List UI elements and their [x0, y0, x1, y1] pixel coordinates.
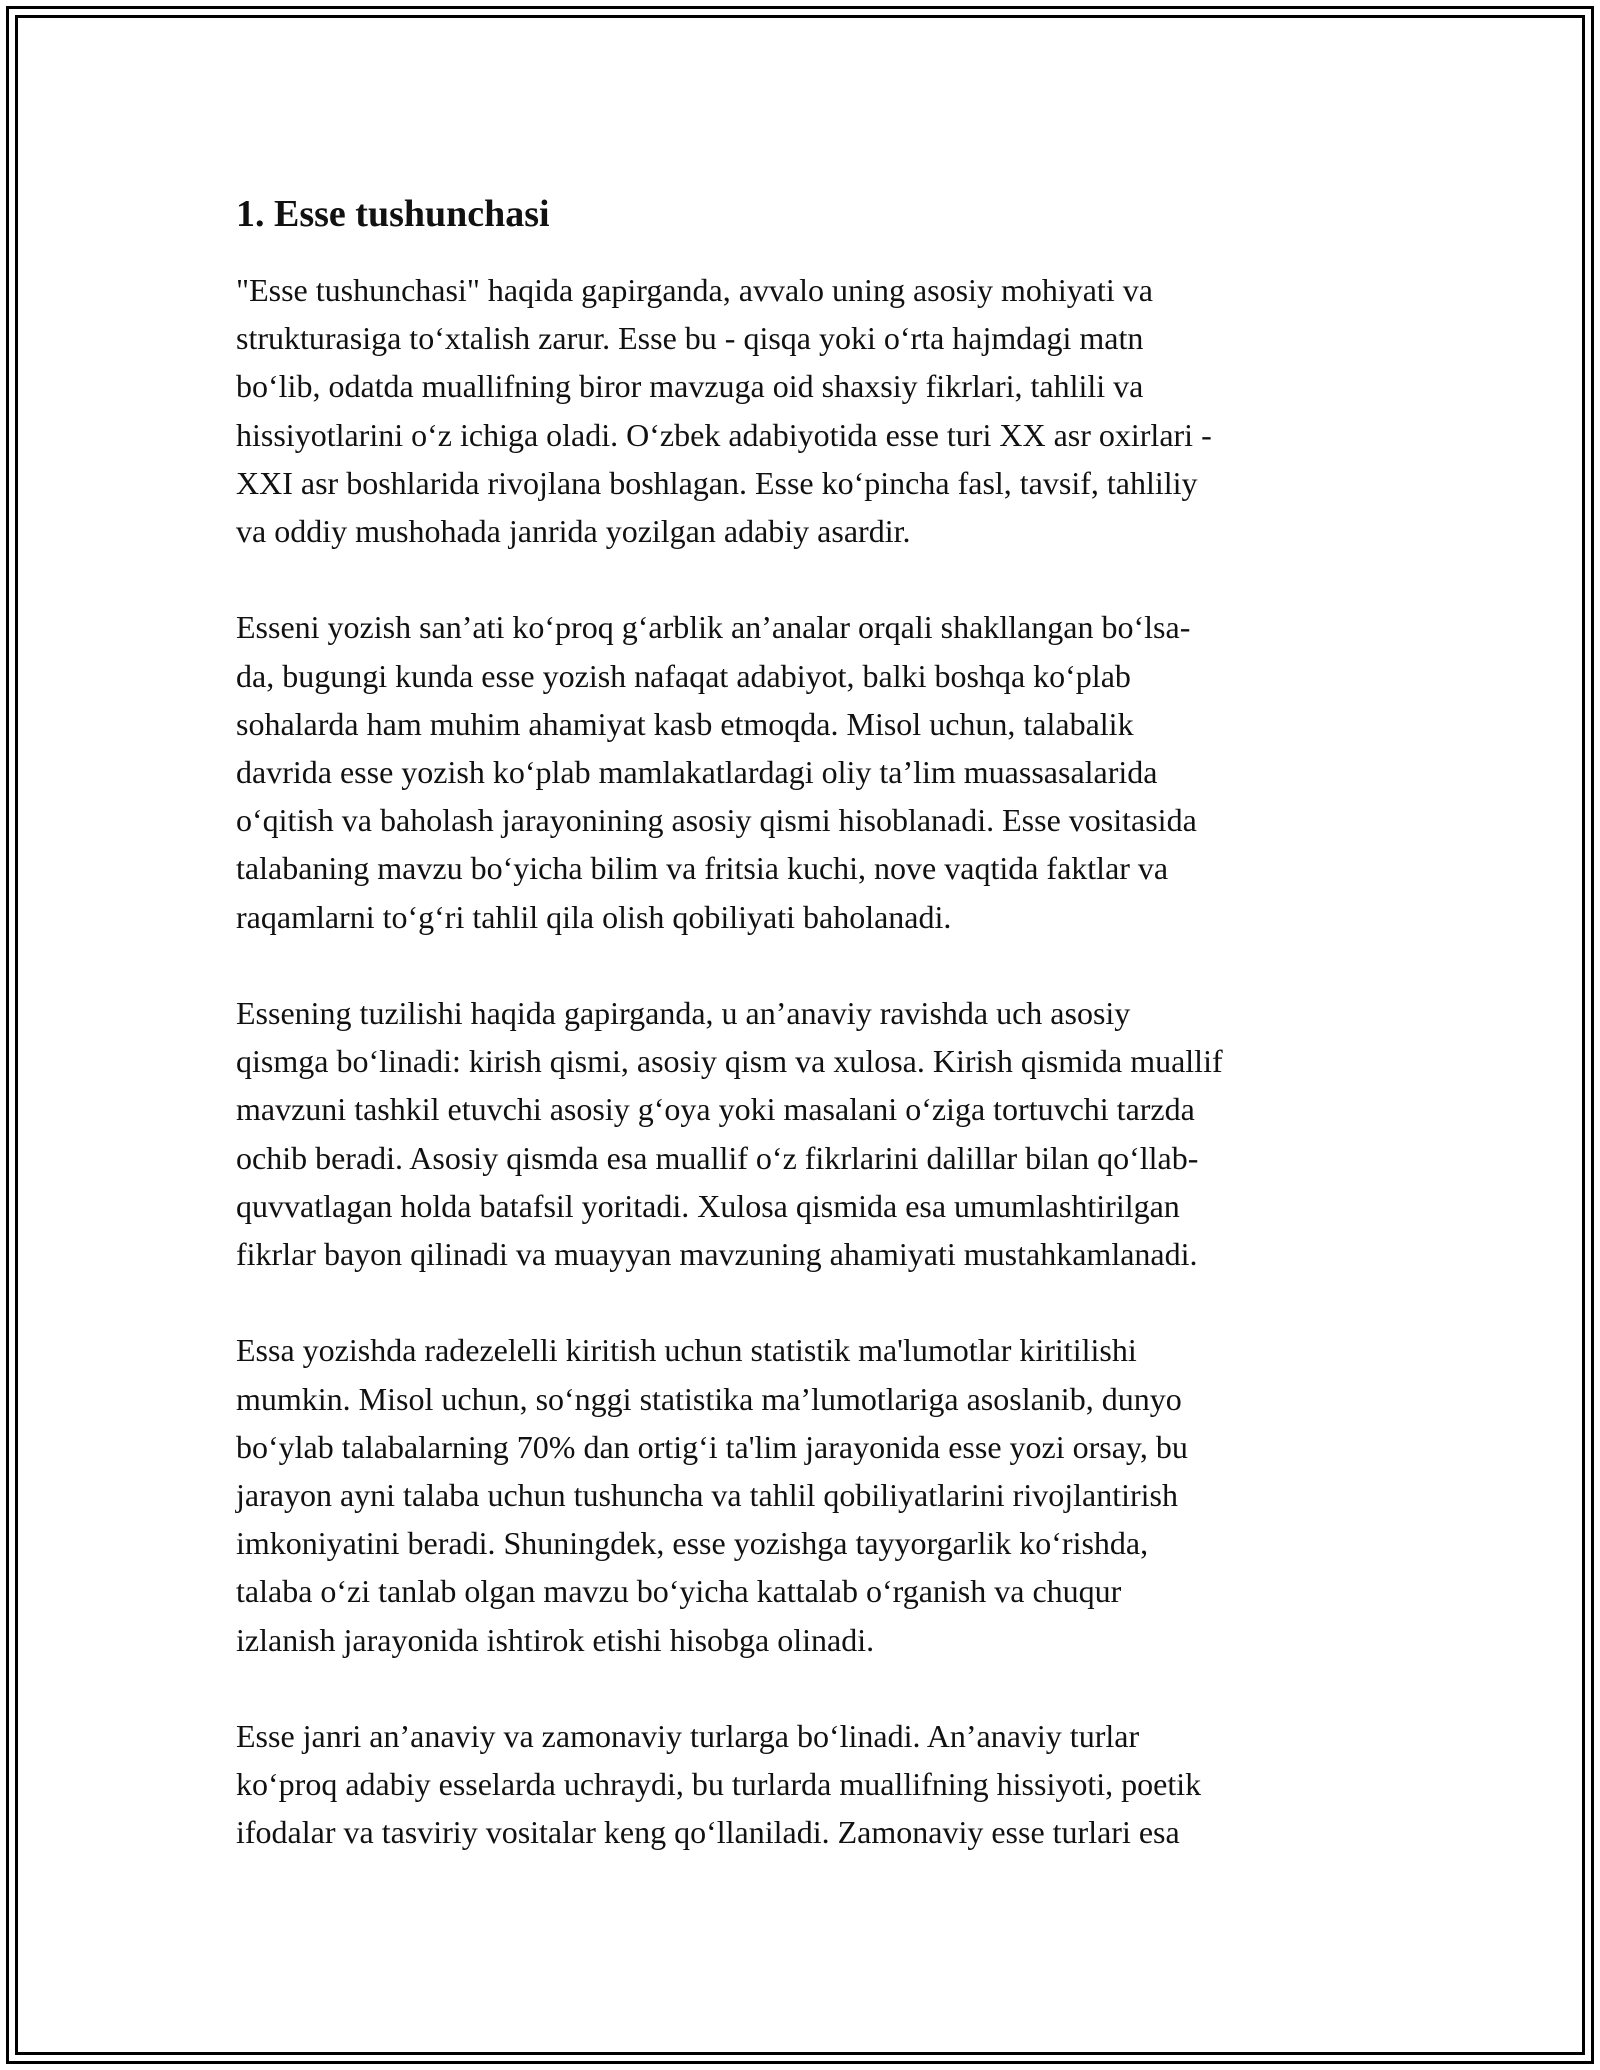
- paragraph-2: Esseni yozish san’ati ko‘proq g‘arblik an’analar orqali shakllangan bo‘lsa- da, bugungi kunda esse yozish nafaqat adabiyot, balki boshqa ko‘plab sohalarda ham muhim ahamiyat kasb etmoqda. Misol uchun, talabalik davrida esse yozish ko‘plab mamlakatlardagi oliy ta’lim muassasalarida o‘qitish va baholash jarayonining asosiy qismi hisoblanadi. Esse vositasida talabaning mavzu bo‘yicha bilim va fritsia kuchi, nove vaqtida faktlar va raqamlarni to‘g‘ri tahlil qila olish qobiliyati baholanadi.: [236, 609, 1197, 935]
- section-title: 1. Esse tushunchasi: [236, 193, 550, 235]
- paragraph-3: Essening tuzilishi haqida gapirganda, u an’anaviy ravishda uch asosiy qismga bo‘linadi: kirish qismi, asosiy qism va xulosa. Kirish qismida muallif mavzuni tashkil etuvchi asosiy g‘oya yoki masalani o‘ziga tortuvchi tarzda ochib beradi. Asosiy qismda esa muallif o‘z fikrlarini dalillar bilan qo‘llab- quvvatlagan holda batafsil yoritadi. Xulosa qismida esa umumlashtirilgan fikrlar bayon qilinadi va muayyan mavzuning ahamiyati mustahkamlanadi.: [236, 995, 1223, 1273]
- paragraph-5: Esse janri an’anaviy va zamonaviy turlarga bo‘linadi. An’anaviy turlar ko‘proq adabiy esselarda uchraydi, bu turlarda muallifning hissiyoti, poetik ifodalar va tasviriy vositalar keng qo‘llaniladi. Zamonaviy esse turlari esa: [236, 1718, 1202, 1851]
- paragraph-4: Essa yozishda radezelelli kiritish uchun statistik ma'lumotlar kiritilishi mumkin. Misol uchun, so‘nggi statistika ma’lumotlariga asoslanib, dunyo bo‘ylab talabalarning 70% dan ortig‘i ta'lim jarayonida esse yozi orsay, bu jarayon ayni talaba uchun tushuncha va tahlil qobiliyatlarini rivojlantirish imkoniyatini beradi. Shuningdek, esse yozishga tayyorgarlik ko‘rishda, talaba o‘zi tanlab olgan mavzu bo‘yicha kattalab o‘rganish va chuqur izlanish jarayonida ishtirok etishi hisobga olinadi.: [236, 1332, 1188, 1658]
- paragraph-1: "Esse tushunchasi" haqida gapirganda, avvalo uning asosiy mohiyati va strukturasiga to‘xtalish zarur. Esse bu - qisqa yoki o‘rta hajmdagi matn bo‘lib, odatda muallifning biror mavzuga oid shaxsiy fikrlari, tahlili va hissiyotlarini o‘z ichiga oladi. O‘zbek adabiyotida esse turi XX asr oxirlari - XXI asr boshlarida rivojlana boshlagan. Esse ko‘pincha fasl, tavsif, tahliliy va oddiy mushohada janrida yozilgan adabiy asardir.: [236, 272, 1212, 550]
- document-body: [236, 188, 1376, 1905]
